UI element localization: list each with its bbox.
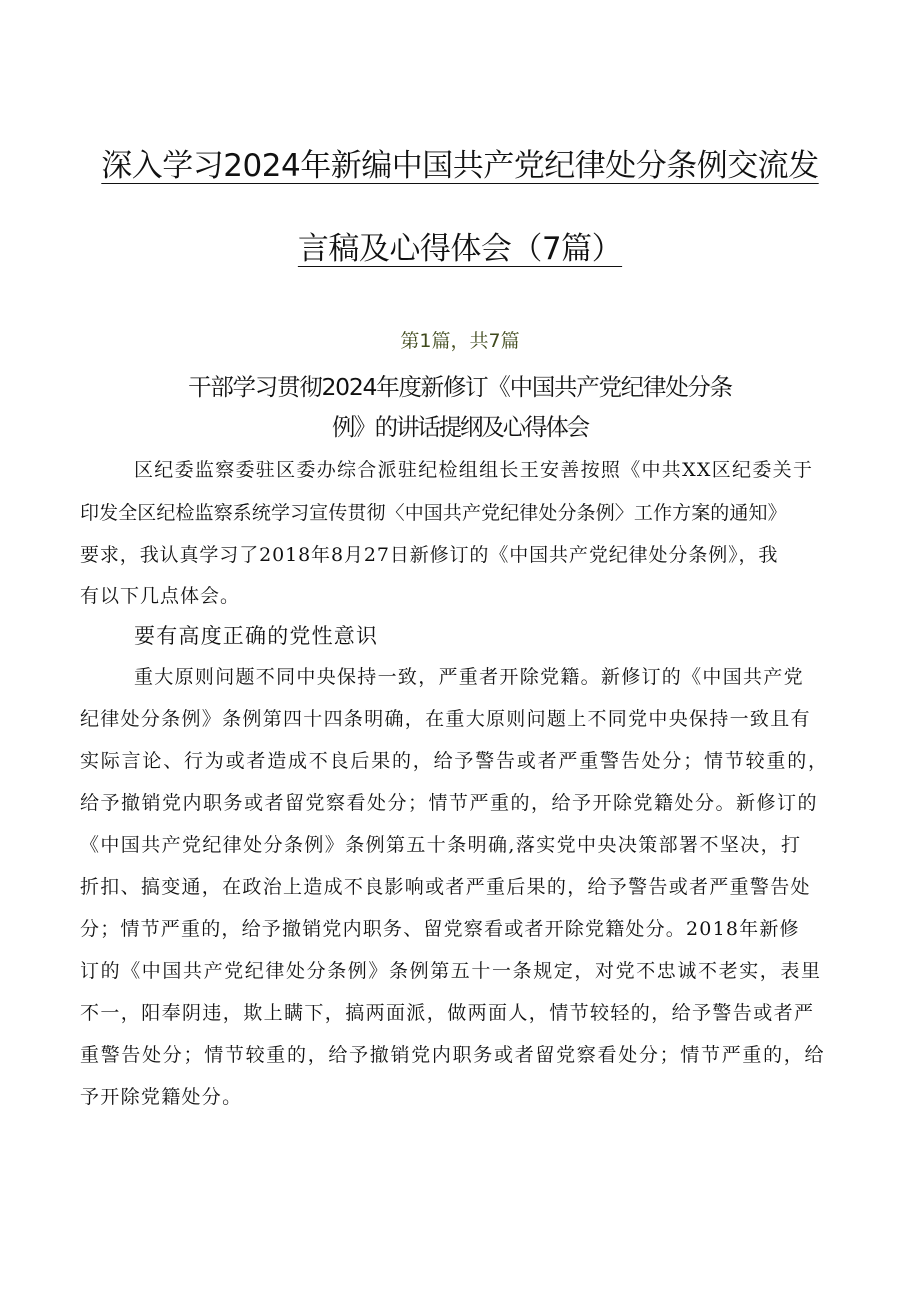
document-title-text-1: 深入学习2024年新编中国共产党纪律处分条例交流发 — [101, 148, 819, 184]
intro-line: 要求，我认真学习了2018年8月27日新修订的《中国共产党纪律处分条例》，我 — [80, 544, 779, 566]
document-title-line-2 — [60, 223, 860, 268]
body-line: 折扣、搞变通，在政治上造成不良影响或者严重后果的，给予警告或者严重警告处 — [80, 876, 811, 898]
document-title-text-2: 言稿及心得体会（7篇） — [297, 231, 623, 267]
document-title-line-1 — [60, 140, 860, 185]
body-line: 不一，阳奉阴违，欺上瞒下，搞两面派，做两面人，情节较轻的，给予警告或者严 — [80, 1002, 815, 1024]
intro-line: 有以下几点体会。 — [80, 585, 241, 607]
body-line: 予开除党籍处分。 — [80, 1086, 243, 1108]
part-label: 第1篇，共7篇 — [400, 330, 520, 352]
body-line: 重大原则问题不同中央保持一致，严重者开除党籍。新修订的《中国共产党 — [134, 666, 804, 688]
section-heading: 要有高度正确的党性意识 — [134, 624, 379, 648]
body-line: 订的《中国共产党纪律处分条例》条例第五十一条规定，对党不忠诚不老实，表里 — [80, 960, 822, 982]
article-subtitle-line-1: 干部学习贯彻2024年度新修订《中国共产党纪律处分条 — [188, 373, 732, 401]
body-line: 实际言论、行为或者造成不良后果的，给予警告或者严重警告处分；情节较重的， — [80, 750, 829, 772]
body-line: 分；情节严重的，给予撤销党内职务、留党察看或者开除党籍处分。2018年新修 — [80, 918, 800, 940]
intro-line: 区纪委监察委驻区委办综合派驻纪检组组长王安善按照《中共XX区纪委关于 — [134, 459, 814, 481]
article-subtitle-line-2: 例》的讲话提纲及心得体会 — [332, 413, 588, 441]
body-line: 重警告处分；情节较重的，给予撤销党内职务或者留党察看处分；情节严重的，给 — [80, 1044, 826, 1066]
intro-line: 印发全区纪检监察系统学习宣传贯彻〈中国共产党纪律处分条例〉工作方案的通知》 — [80, 502, 787, 524]
body-line: 《中国共产党纪律处分条例》条例第五十条明确,落实党中央决策部署不坚决，打 — [80, 834, 802, 856]
body-line: 纪律处分条例》条例第四十四条明确，在重大原则问题上不同党中央保持一致且有 — [80, 708, 811, 730]
body-line: 给予撤销党内职务或者留党察看处分；情节严重的，给予开除党籍处分。新修订的 — [80, 792, 819, 814]
